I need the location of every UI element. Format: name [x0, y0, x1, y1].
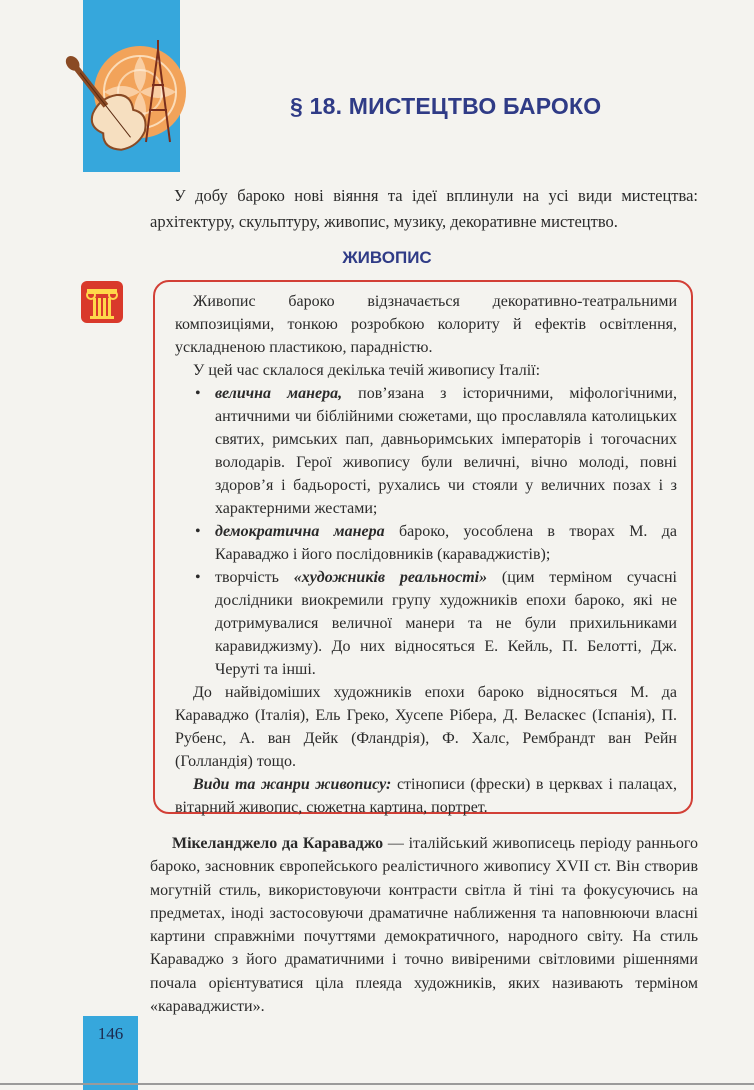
- caravaggio-name: Мікеланджело да Караваджо: [172, 835, 384, 852]
- baroque-emblem-violin-icon: [62, 30, 202, 180]
- list-item-prefix: творчість: [215, 569, 294, 586]
- caravaggio-paragraph: [150, 832, 698, 1018]
- box-paragraph-4: [175, 773, 677, 819]
- list-item-text: (цим терміном сучасні дослідники виокремили групу художників епохи бароко, які не дотримувалися величної манери та не були прихильниками каравиджизму). До них відносяться Е. Кейль, П. Белотті, Дж. Черуті та інші.: [215, 569, 678, 678]
- box-paragraph-3: До найвідоміших художників епохи бароко відносяться М. да Караваджо (Італія), Ель Греко, Хусепе Рібера, Д. Веласкес (Іспанія), П. Рубенс, А. ван Дейк (Фландрія), Ф. Халс, Рембрандт ван Рейн (Голландія) тощо.: [175, 684, 677, 770]
- section-title: ЖИВОПИС: [342, 248, 432, 267]
- box-paragraph-1: Живопис бароко відзначається декоративно-театральними композиціями, тонкою розробкою колориту й ефектів освітлення, ускладненою пластикою, парадністю.: [175, 293, 677, 356]
- info-box: [153, 280, 693, 814]
- genres-text: стінописи (фрески) в церквах і палацах, вітарний живопис, сюжетна картина, портрет.: [175, 776, 677, 816]
- list-item-term: велична манера,: [215, 385, 343, 402]
- chapter-title: § 18. МИСТЕЦТВО БАРОКО: [290, 93, 602, 119]
- page-number-tab: [83, 1016, 138, 1090]
- painting-trends-list: [175, 382, 677, 681]
- list-item: [215, 382, 677, 520]
- list-item: [215, 520, 677, 566]
- page-number: 146: [97, 1024, 124, 1043]
- bottom-divider: [0, 1083, 754, 1085]
- list-item-term: «художників реальності»: [293, 569, 488, 586]
- list-item: [215, 566, 677, 681]
- column-icon: [81, 281, 123, 323]
- intro-paragraph: [150, 183, 698, 235]
- intro-text: У добу бароко нові віяння та ідеї вплинули на усі види мистецтва: архітектуру, скульптуру, живопис, музику, декоративне мистецтво.: [150, 186, 698, 231]
- caravaggio-text: — італійський живописець періоду раннього бароко, засновник європейського реалістичного живопису XVII ст. Він створив могутній стиль, використовуючи контрасти світла й тіні та фокусуючись на предметах, іноді застосовуючи драматичне наближення та наповнюючи власні картини справжніми почуттями демократичного, народного світу. На стиль Караваджо з його драматичними і точно вивіреними світловими рішеннями почала орієнтуватися ціла плеяда художників, яких називають терміном «караваджисти».: [150, 835, 698, 1016]
- list-item-term: демократична манера: [215, 523, 385, 540]
- list-item-text: бароко, уособлена в творах М. да Караваджо і його послідовників (караваджистів);: [215, 523, 678, 563]
- genres-term: Види та жанри живопису:: [193, 776, 392, 793]
- box-paragraph-2: У цей час склалося декілька течій живопису Італії:: [193, 362, 541, 379]
- list-item-text: пов’язана з історичними, міфологічними, античними чи біблійними сюжетами, що прославляла католицьких святих, римських пап, давньоримських імператорів і тогочасних володарів. Герої живопису були величні, вічно молоді, повні здоров’я і бадьорості, рухались чи стояли у величних позах і з характерними жестами;: [215, 385, 677, 517]
